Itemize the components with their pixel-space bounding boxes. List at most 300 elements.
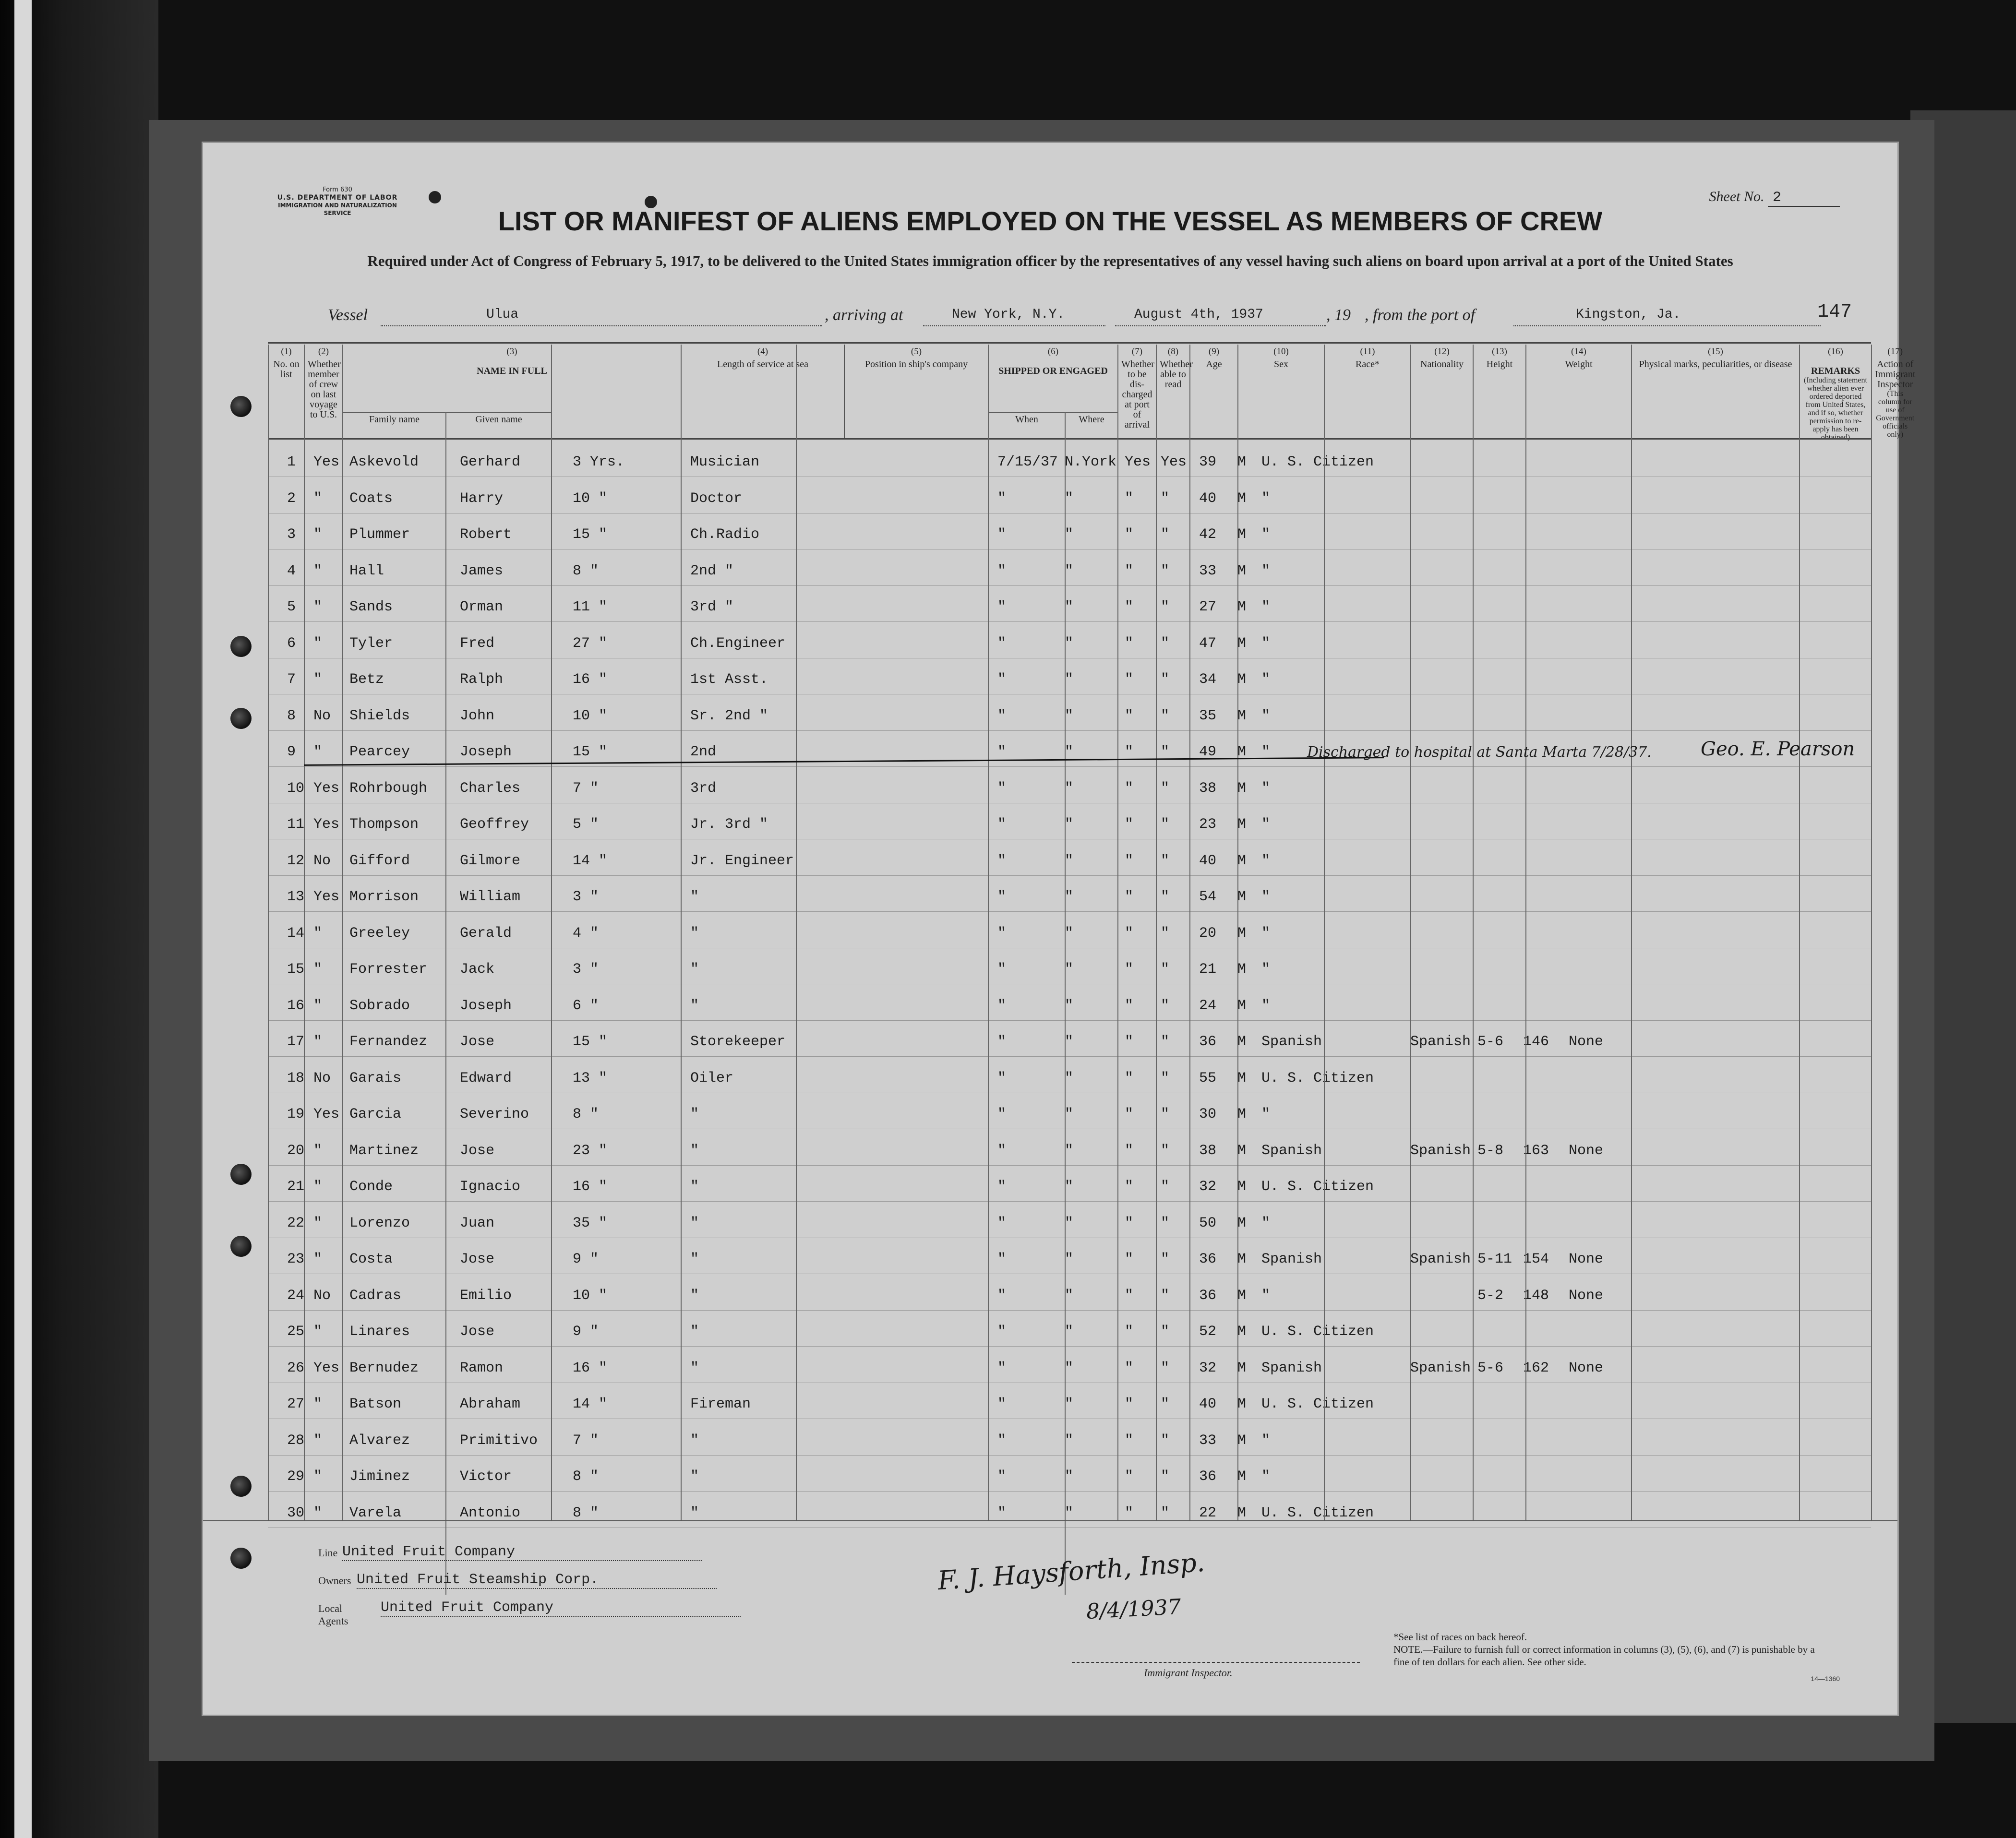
cell-given: Ralph [460,671,504,688]
cell-position: " [690,925,699,942]
cell-service: 27 " [573,635,608,652]
cell-read: " [1161,635,1170,652]
cell-race: " [1261,671,1271,688]
column-number: (2) [318,346,329,357]
cell-position: 2nd " [690,562,734,579]
cell-no: 29 [287,1468,305,1485]
cell-position: " [690,1179,699,1195]
cell-prev: " [313,997,323,1014]
column-rule [1189,345,1190,1520]
owners-value: United Fruit Steamship Corp. [357,1572,717,1589]
table-row [268,585,1871,622]
cell-prev: No [313,1070,331,1086]
cell-where: " [1065,744,1074,760]
cell-given: Jack [460,961,495,978]
cell-service: 9 " [573,1324,599,1340]
column-subheader: Where [1065,412,1117,438]
column-rule [342,345,343,1520]
cell-prev: " [313,562,323,579]
cell-read: " [1161,1070,1170,1086]
cell-race: U. S. Citizen [1261,1179,1374,1195]
cell-marks: None [1569,1034,1604,1050]
cell-read: " [1161,526,1170,543]
owners-label: Owners [318,1575,351,1587]
cell-race: " [1261,1215,1271,1231]
cell-service: 10 " [573,490,608,507]
cell-age: 33 [1199,1432,1217,1449]
cell-service: 8 " [573,562,599,579]
cell-sex: M [1237,1504,1247,1521]
cell-nat: Spanish [1410,1251,1471,1267]
cell-position: " [690,1324,699,1340]
cell-no: 8 [287,707,296,724]
cell-prev: Yes [313,1106,340,1122]
cell-marks: None [1569,1142,1604,1159]
cell-race: " [1261,744,1271,760]
cell-sex: M [1237,490,1247,507]
cell-no: 12 [287,852,305,869]
cell-service: 3 " [573,889,599,905]
cell-age: 38 [1199,780,1217,797]
column-header [304,345,342,438]
column-header [1631,345,1799,438]
cell-disch: " [1125,562,1134,579]
cell-when: " [997,635,1007,652]
cell-sex: M [1237,671,1247,688]
cell-read: " [1161,1324,1170,1340]
table-row [268,477,1871,513]
cell-race: Spanish [1261,1034,1322,1050]
column-number: (4) [757,346,768,357]
column-label: Whether to be dis-charged at port of arrival [1121,359,1154,430]
cell-race: " [1261,635,1271,652]
from-port-label: , from the port of [1365,306,1476,324]
cell-weight: 148 [1523,1287,1549,1304]
cell-where: " [1065,852,1074,869]
cell-family: Linares [349,1324,410,1340]
cell-family: Gifford [349,852,410,869]
table-row [268,1057,1871,1093]
cell-disch: " [1125,1360,1134,1376]
cell-service: 10 " [573,1287,608,1304]
table-row [268,875,1871,912]
cell-family: Forrester [349,961,428,978]
table-row [268,513,1871,549]
cell-position: Ch.Engineer [690,635,786,652]
arrival-date: August 4th, 1937 [1134,307,1263,322]
cell-service: 3 " [573,961,599,978]
cell-read: " [1161,1504,1170,1521]
cell-given: Ignacio [460,1179,521,1195]
cell-service: 13 " [573,1070,608,1086]
column-rule [1117,345,1118,1520]
cell-sex: M [1237,1034,1247,1050]
cell-prev: " [313,671,323,688]
cell-marks: None [1569,1287,1604,1304]
cell-service: 8 " [573,1468,599,1485]
cell-no: 9 [287,744,296,760]
sheet-number-label: Sheet No. [1709,189,1764,204]
cell-where: " [1065,635,1074,652]
cell-sex: M [1237,1179,1247,1195]
cell-height: 5-6 [1477,1360,1504,1376]
cell-disch: " [1125,1324,1134,1340]
table-row [268,1419,1871,1456]
column-number: (6) [1047,346,1059,357]
column-label: Age [1206,359,1222,370]
cell-when: " [997,925,1007,942]
table-row [268,1129,1871,1166]
cell-age: 47 [1199,635,1217,652]
column-label: NAME IN FULL [477,366,547,376]
cell-family: Costa [349,1251,393,1267]
vessel-name: Ulua [486,307,519,322]
table-row [268,549,1871,586]
column-header [844,345,988,438]
cell-disch: " [1125,1106,1134,1122]
column-subheader: Family name [342,412,445,438]
penalty-note: NOTE.—Failure to furnish full or correct information in columns (3), (5), (6), and (7) is punishable by a fine of ten dollars for each alien. See other side. [1393,1644,1815,1668]
cell-age: 55 [1199,1070,1217,1086]
cell-no: 5 [287,599,296,615]
cell-position: " [690,1432,699,1449]
punch-hole-mark [429,191,441,203]
cell-race: " [1261,526,1271,543]
cell-given: Severino [460,1106,529,1122]
cell-when: " [997,889,1007,905]
cell-position: " [690,1251,699,1267]
cell-service: 8 " [573,1504,599,1521]
table-row [268,1020,1871,1057]
cell-family: Greeley [349,925,410,942]
column-rule [551,345,552,1520]
cell-prev: " [313,1179,323,1195]
cell-race: Spanish [1261,1251,1322,1267]
cell-position: Fireman [690,1396,751,1412]
table-row [268,912,1871,948]
cell-prev: " [313,1468,323,1485]
column-label: SHIPPED OR ENGAGED [998,366,1108,376]
cell-disch: " [1125,1504,1134,1521]
cell-given: Jose [460,1142,495,1159]
cell-race: " [1261,599,1271,615]
cell-sex: M [1237,744,1247,760]
cell-age: 40 [1199,490,1217,507]
cell-where: " [1065,1396,1074,1412]
cell-service: 8 " [573,1106,599,1122]
cell-position: 3rd [690,780,717,797]
cell-read: " [1161,707,1170,724]
cell-when: " [997,671,1007,688]
cell-prev: Yes [313,816,340,833]
cell-given: Jose [460,1324,495,1340]
cell-family: Thompson [349,816,419,833]
cell-position: Ch.Radio [690,526,760,543]
column-header [1117,345,1156,438]
cell-given: Jose [460,1034,495,1050]
column-rule [1156,345,1157,1520]
cell-race: " [1261,961,1271,978]
cell-prev: " [313,1034,323,1050]
cell-when: " [997,852,1007,869]
binder-hole [230,1548,252,1569]
sheet-number [1709,189,1840,207]
column-header [1799,345,1871,442]
cell-read: " [1161,1034,1170,1050]
table-row [268,1455,1871,1492]
cell-position: Jr. Engineer [690,852,794,869]
line-value: United Fruit Company [342,1544,702,1561]
cell-family: Tyler [349,635,393,652]
column-rule [304,345,305,1520]
column-rule [1631,345,1632,1520]
cell-age: 40 [1199,852,1217,869]
column-number: (5) [911,346,922,357]
binder-hole [230,1236,252,1257]
cell-no: 7 [287,671,296,688]
year-label: , 19 [1326,306,1351,324]
cell-prev: " [313,490,323,507]
cell-age: 38 [1199,1142,1217,1159]
binder-hole [230,1476,252,1497]
cell-position: Doctor [690,490,743,507]
cell-when: " [997,1468,1007,1485]
cell-when: " [997,1179,1007,1195]
cell-sex: M [1237,526,1247,543]
cell-sex: M [1237,1287,1247,1304]
column-rule [1473,345,1474,1520]
cell-family: Lorenzo [349,1215,410,1231]
cell-given: Primitivo [460,1432,538,1449]
cell-when: " [997,1324,1007,1340]
column-label: Physical marks, peculiarities, or disease [1639,359,1792,370]
cell-no: 16 [287,997,305,1014]
column-sublabel: (This column for use of Government officials only) [1876,390,1915,439]
cell-age: 36 [1199,1034,1217,1050]
column-rule [1237,345,1238,1520]
cell-service: 14 " [573,852,608,869]
cell-age: 21 [1199,961,1217,978]
service-name: IMMIGRATION AND NATURALIZATION SERVICE [278,202,397,216]
cell-read: " [1161,997,1170,1014]
cell-given: Charles [460,780,521,797]
cell-no: 30 [287,1504,305,1521]
table-row [268,1202,1871,1238]
column-number: (8) [1167,346,1179,357]
table-row [268,803,1871,839]
cell-given: Antonio [460,1504,521,1521]
cell-sex: M [1237,1396,1247,1412]
cell-prev: No [313,1287,331,1304]
column-number: (7) [1131,346,1143,357]
cell-prev: " [313,635,323,652]
cell-where: " [1065,490,1074,507]
table-row [268,622,1871,658]
cell-disch: " [1125,707,1134,724]
departure-port: Kingston, Ja. [1576,307,1681,322]
cell-race: " [1261,852,1271,869]
cell-disch: " [1125,635,1134,652]
cell-when: 7/15/37 [997,454,1058,470]
cell-read: " [1161,1468,1170,1485]
cell-prev: " [313,1504,323,1521]
cell-age: 52 [1199,1324,1217,1340]
column-number: (9) [1208,346,1220,357]
cell-where: " [1065,925,1074,942]
cell-position: " [690,961,699,978]
table-row [268,948,1871,984]
cell-age: 36 [1199,1251,1217,1267]
column-label: Race* [1356,359,1380,370]
cell-height: 5-6 [1477,1034,1504,1050]
cell-no: 6 [287,635,296,652]
cell-weight: 154 [1523,1251,1549,1267]
cell-disch: " [1125,1034,1134,1050]
cell-age: 22 [1199,1504,1217,1521]
arrival-port: New York, N.Y. [952,307,1065,322]
cell-family: Jiminez [349,1468,410,1485]
cell-read: " [1161,744,1170,760]
cell-given: John [460,707,495,724]
cell-read: " [1161,1432,1170,1449]
column-label: Whether member of crew on last voyage to U.S. [308,359,341,420]
cell-prev: " [313,1324,323,1340]
cell-when: " [997,1070,1007,1086]
cell-when: " [997,744,1007,760]
cell-where: " [1065,961,1074,978]
cell-race: " [1261,925,1271,942]
inspector-signature-line [1072,1662,1360,1663]
cell-read: " [1161,1287,1170,1304]
cell-age: 42 [1199,526,1217,543]
cell-given: Joseph [460,744,512,760]
cell-when: " [997,1251,1007,1267]
cell-sex: M [1237,816,1247,833]
cell-no: 24 [287,1287,305,1304]
row10-remark: Discharged to hospital at Santa Marta 7/28/37. [1307,744,1652,761]
cell-where: " [1065,780,1074,797]
column-label: Height [1486,359,1513,370]
cell-prev: Yes [313,454,340,470]
cell-disch: " [1125,744,1134,760]
cell-no: 1 [287,454,296,470]
cell-sex: M [1237,1070,1247,1086]
column-label: Whether able to read [1160,359,1193,390]
cell-position: " [690,1287,699,1304]
table-row [268,1347,1871,1383]
inspector-signature: F. J. Haysforth, Insp. [936,1547,1206,1596]
table-row [268,1383,1871,1419]
table-row [268,984,1871,1021]
table-row [268,441,1871,477]
cell-family: Garais [349,1070,402,1086]
binder-hole [230,1164,252,1185]
cell-given: Gilmore [460,852,521,869]
cell-where: " [1065,526,1074,543]
cell-sex: M [1237,635,1247,652]
cell-sex: M [1237,1215,1247,1231]
cell-prev: " [313,1251,323,1267]
cell-sex: M [1237,707,1247,724]
cell-read: " [1161,1142,1170,1159]
cell-where: " [1065,889,1074,905]
cell-disch: " [1125,925,1134,942]
manifest-sheet [202,142,1916,1716]
cell-position: " [690,997,699,1014]
cell-when: " [997,816,1007,833]
cell-when: " [997,997,1007,1014]
cell-service: 4 " [573,925,599,942]
inspector-date: 8/4/1937 [1085,1594,1182,1624]
column-label: Position in ship's company [864,359,968,370]
cell-prev: " [313,526,323,543]
table-row [268,1492,1871,1528]
cell-sex: M [1237,1324,1247,1340]
column-label: Action of Immigrant Inspector [1875,359,1916,390]
cell-no: 4 [287,562,296,579]
cell-service: 15 " [573,744,608,760]
column-label: Nationality [1420,359,1464,370]
cell-position: 2nd [690,744,717,760]
cell-age: 35 [1199,707,1217,724]
cell-no: 26 [287,1360,305,1376]
cell-sex: M [1237,889,1247,905]
cell-disch: " [1125,780,1134,797]
cell-service: 11 " [573,599,608,615]
cell-age: 32 [1199,1179,1217,1195]
cell-when: " [997,1396,1007,1412]
column-label: No. on list [273,359,300,380]
cell-where: " [1065,599,1074,615]
arriving-label: , arriving at [825,306,903,324]
cell-no: 15 [287,961,305,978]
cell-where: " [1065,1324,1074,1340]
column-header [1410,345,1473,438]
cell-service: 23 " [573,1142,608,1159]
cell-sex: M [1237,1142,1247,1159]
cell-position: 1st Asst. [690,671,768,688]
cell-position: " [690,1360,699,1376]
cell-when: " [997,1142,1007,1159]
cell-family: Martinez [349,1142,419,1159]
column-rule [1525,345,1526,1520]
cell-read: " [1161,925,1170,942]
cell-service: 15 " [573,526,608,543]
cell-sex: M [1237,961,1247,978]
cell-prev: " [313,744,323,760]
column-header [1473,345,1525,438]
cell-prev: Yes [313,889,340,905]
column-header [1525,345,1631,438]
cell-nat: Spanish [1410,1360,1471,1376]
cell-where: " [1065,816,1074,833]
cell-family: Pearcey [349,744,410,760]
cell-disch: " [1125,1251,1134,1267]
cell-prev: No [313,852,331,869]
cell-read: Yes [1161,454,1187,470]
cell-disch: " [1125,1070,1134,1086]
cell-family: Conde [349,1179,393,1195]
cell-given: Ramon [460,1360,504,1376]
cell-position: Musician [690,454,760,470]
sheet-number-value: 2 [1768,190,1840,207]
cell-age: 24 [1199,997,1217,1014]
cell-no: 17 [287,1034,305,1050]
cell-disch: " [1125,490,1134,507]
cell-no: 22 [287,1215,305,1231]
cell-height: 5-8 [1477,1142,1504,1159]
cell-read: " [1161,490,1170,507]
